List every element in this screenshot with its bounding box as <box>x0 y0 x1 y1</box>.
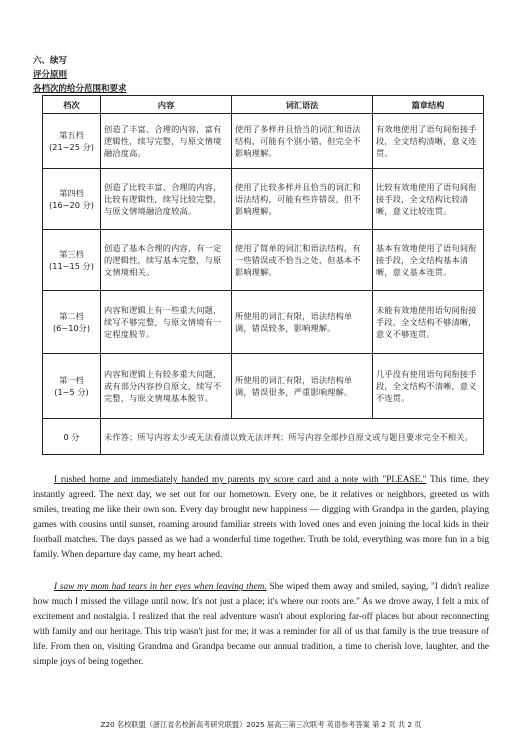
level-range: (1~5 分) <box>54 387 89 397</box>
scoring-rubric-table <box>42 95 484 455</box>
zero-level-cell: 0 分 <box>43 419 101 455</box>
vocab-cell: 使用了比较多样并且恰当的词汇和语法结构，可能有些许错误，但不影响理解。 <box>232 169 373 230</box>
structure-cell: 有效地使用了语句间衔接手段，全文结构清晰，意义连贯。 <box>373 114 484 169</box>
level-cell <box>43 230 101 291</box>
paragraph-2-opening-sentence: I saw my mom had tears in her eyes when leaving them. <box>54 582 267 593</box>
level-name: 第四档 <box>59 188 84 198</box>
model-paragraph-2 <box>33 580 489 670</box>
vocab-cell: 所使用的词汇有限，语法结构单调，错误很多，严重影响理解。 <box>232 354 373 419</box>
level-cell <box>43 354 101 419</box>
vocab-cell: 所使用的词汇有限，语法结构单调，错误较多，影响理解。 <box>232 291 373 354</box>
level-range: (6~10分) <box>52 323 91 333</box>
header-vocab-grammar: 词汇语法 <box>232 96 373 114</box>
level-name: 第三档 <box>59 249 84 259</box>
vocab-cell: 使用了多样并且恰当的词汇和语法结构，可能有个别小错，但完全不影响理解。 <box>232 114 373 169</box>
paragraph-2-body: She wiped them away and smiled, saying, "I didn't realize how much I missed the village until now. It's not just a place; it's where our roots are." As we drove away, I felt a mix of excitement and nostalgia. I realized that the real adventure wasn't about exploring far-off places but about reconnecting with family and our heritage. This trip wasn't just for me; it was a reminder for all of us that family is the true treasure of life. From then on, visiting Grandma and Grandpa became our annual tradition, a time to cherish love, laughter, and the simple joys of being together. <box>33 582 489 668</box>
table-row <box>43 114 484 169</box>
header-content: 内容 <box>101 96 232 114</box>
content-cell: 内容和逻辑上有较多重大问题，或有部分内容抄自原文，续写不完整，与原文情境基本脱节。 <box>101 354 232 419</box>
structure-cell: 比较有效地使用了语句间衔接手段，全文结构比较清晰，意义比较连贯。 <box>373 169 484 230</box>
vocab-cell: 使用了简单的词汇和语法结构，有一些错误或不恰当之处，但基本不影响理解。 <box>232 230 373 291</box>
level-cell <box>43 169 101 230</box>
structure-cell: 基本有效地使用了语句间衔接手段，全文结构基本清晰，意义基本连贯。 <box>373 230 484 291</box>
structure-cell: 未能有效地使用语句间衔接手段，全文结构不够清晰，意义不够连贯。 <box>373 291 484 354</box>
level-range: (16~20 分) <box>49 200 94 210</box>
table-row <box>43 354 484 419</box>
section-title: 六、续写 <box>33 56 68 66</box>
level-name: 第一档 <box>59 375 84 385</box>
level-cell <box>43 291 101 354</box>
table-header-row <box>43 96 484 114</box>
table-row <box>43 230 484 291</box>
table-row <box>43 291 484 354</box>
table-row <box>43 169 484 230</box>
level-name: 第二档 <box>59 311 84 321</box>
content-cell: 内容和逻辑上有一些重大问题，续写不够完整，与原文情境有一定程度脱节。 <box>101 291 232 354</box>
content-cell: 创造了比较丰富、合理的内容，比较有逻辑性，续写比较完整，与原文情境融洽度较高。 <box>101 169 232 230</box>
level-range: (11~15 分) <box>49 261 94 271</box>
level-name: 第五档 <box>59 130 84 140</box>
level-range: (21~25 分) <box>49 142 94 152</box>
header-structure: 篇章结构 <box>373 96 484 114</box>
table-row-zero <box>43 419 484 455</box>
scoring-principle-heading: 评分原则 <box>33 70 68 80</box>
model-paragraph-1 <box>33 473 489 563</box>
page-footer: Z20 名校联盟（浙江省名校新高考研究联盟）2025 届高三第三次联考 英语参考答案 第 2 页 共 2 页 <box>100 720 422 729</box>
header-level: 档次 <box>43 96 101 114</box>
scoring-levels-subtitle: 各档次的给分范围和要求 <box>33 84 127 94</box>
paragraph-1-body: This time, they instantly agreed. The next day, we set out for our hometown. Every one, be it relatives or neighbors, greeted us with smiles, treating me like their own son. Every day brought new happiness — digging with Grandpa in the garden, playing games with cousins until sunset, roaming around familiar streets with loved ones and even joining the local kids in their football matches. The days passed as we had a wonderful time together. Truth be told, everything was more fun in a big family. When departure day came, my heart ached. <box>33 475 490 561</box>
level-cell <box>43 114 101 169</box>
structure-cell: 几乎没有使用语句间衔接手段，全文结构不清晰，意义不连贯。 <box>373 354 484 419</box>
paragraph-1-opening-sentence: I rushed home and immediately handed my parents my score card and a note with "PLEASE." <box>54 475 427 486</box>
zero-description-cell: 未作答；所写内容太少或无法看清以致无法评判；所写内容全部抄自原文或与题目要求完全不相关。 <box>101 419 484 455</box>
content-cell: 创造了丰富、合理的内容，富有逻辑性，续写完整，与原文情境融洽度高。 <box>101 114 232 169</box>
content-cell: 创造了基本合理的内容，有一定的逻辑性，续写基本完整，与原文情境相关。 <box>101 230 232 291</box>
